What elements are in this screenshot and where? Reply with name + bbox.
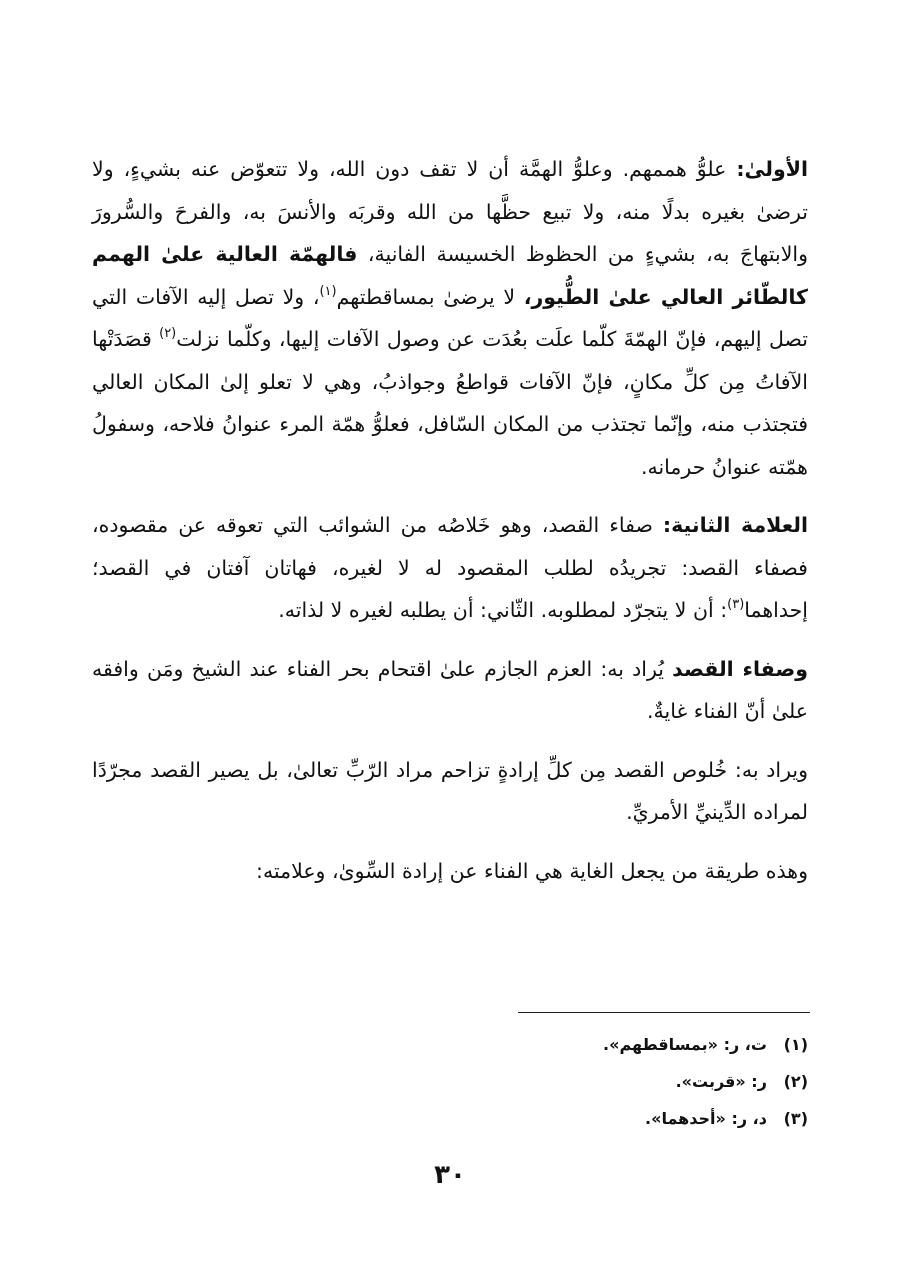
- footnote-ref-2[interactable]: (٢): [159, 326, 177, 341]
- footnote-3-text: د، ر: «أحدهما».: [645, 1109, 767, 1128]
- footnote-1-number: (١): [783, 1035, 808, 1054]
- footnote-1-text: ت، ر: «بمساقطهم».: [603, 1035, 767, 1054]
- paragraph-1-text-d: قصَدَتْها الآفاتُ مِن كلِّ مكانٍ، فإنّ الآفات قواطعُ وجواذبُ، وهي لا تعلو إلىٰ المكان العالي فتجتذب منه، وإنّما تجتذب من المكان السّافل، فعلوُّ همّة المرء عنوانُ فلاحه، وسفولُ همّته عنوانُ حرمانه.: [92, 327, 808, 479]
- paragraph-4-text: ويراد به: خُلوص القصد مِن كلِّ إرادةٍ تزاحم مراد الرّبِّ تعالىٰ، بل يصير القصد مجرّدًا لمراده الدِّينيِّ الأمريِّ.: [92, 757, 808, 824]
- footnote-2: [408, 1063, 808, 1100]
- paragraph-3-lead: وصفاء القصد: [672, 656, 808, 681]
- paragraph-1: [92, 148, 808, 488]
- paragraph-2: [92, 504, 808, 632]
- paragraph-1-text-c: ، ولا تصل إليه الآفات التي تصل إليهم، فإنّ الهمّةَ كلّما علَت بعُدَت عن وصول الآفات إليها، وكلّما نزلت: [92, 284, 808, 351]
- paragraph-3-text: يُراد به: العزم الجازم علىٰ اقتحام بحر الفناء عند الشيخ ومَن وافقه علىٰ أنّ الفناء غايةٌ.: [92, 656, 808, 723]
- footnote-ref-1[interactable]: (١): [319, 283, 337, 299]
- paragraph-1-bold-phrase: فالهمّة العالية علىٰ الهمم كالطّائر العالي علىٰ الطُّيور،: [92, 242, 808, 309]
- paragraph-5: [92, 850, 808, 893]
- paragraph-4: [92, 749, 808, 834]
- paragraph-5-text: وهذه طريقة من يجعل الغاية هي الفناء عن إرادة السِّوىٰ، وعلامته:: [256, 858, 808, 883]
- footnotes: [408, 1026, 808, 1137]
- paragraph-1-text-b: لا يرضىٰ بمساقطتهم: [336, 284, 524, 309]
- footnote-ref-3[interactable]: (٣): [727, 597, 745, 612]
- paragraph-1-text-a: علوُّ هممهم. وعلوُّ الهمَّة أن لا تقف دون الله، ولا تتعوّض عنه بشيءٍ، ولا ترضىٰ بغيره بدلًا منه، ولا تبيع حظَّها من الله وقربَه والأنسَ به، والفرحَ والسُّرورَ والابتهاجَ به، بشيءٍ من الحظوظ الخسيسة الفانية،: [92, 157, 808, 266]
- paragraph-2-lead: العلامة الثانية:: [662, 513, 808, 537]
- main-text: [92, 148, 808, 908]
- footnote-2-number: (٢): [783, 1072, 808, 1091]
- paragraph-1-lead: الأولىٰ:: [736, 157, 808, 181]
- footnote-divider: [518, 1012, 810, 1013]
- paragraph-2-text-b: : أن لا يتجرّد لمطلوبه. الثّاني: أن يطلبه لغيره لا لذاته.: [278, 598, 728, 622]
- footnote-1: [408, 1026, 808, 1063]
- footnote-3-number: (٣): [783, 1109, 808, 1128]
- paragraph-2-text-a: صفاء القصد، وهو خَلاصُه من الشوائب التي تعوقه عن مقصوده، فصفاء القصد: تجريدُه لطلب المقصود له لا لغيره، فهاتان آفتان في القصد؛ إحداهما: [92, 513, 808, 622]
- page-number: ٣٠: [434, 1160, 466, 1190]
- footnote-2-text: ر: «قربت».: [675, 1072, 767, 1091]
- footnote-3: [408, 1100, 808, 1137]
- paragraph-3: [92, 648, 808, 733]
